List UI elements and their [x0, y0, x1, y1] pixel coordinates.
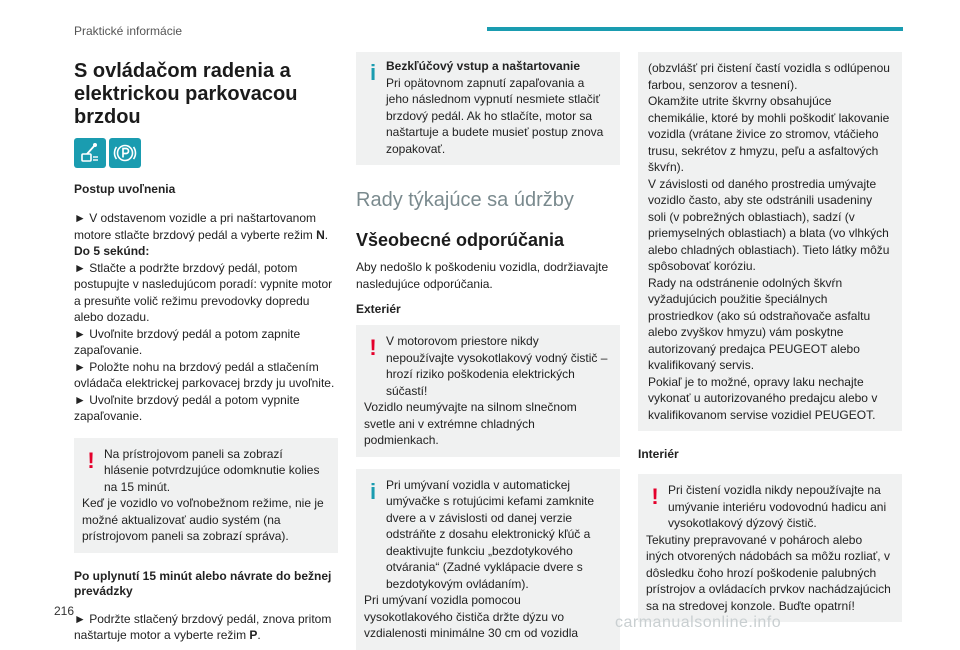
warning-exclamation-icon: ! [369, 335, 377, 360]
section-heading: S ovládačom radenia a elektrickou parkovacou brzdou [74, 60, 298, 128]
exterior-title: Exteriér [356, 302, 401, 316]
step-1: ► V odstavenom vozidle a pri naštartovanom motore stlačte brzdový pedál a vyberte režim N. [74, 211, 329, 242]
warning-box-3: ! Pri čistení vozidla nikdy nepoužívajte na umývanie interiéru vodovodnú hadicu ani vysokotlakový dýzový čistič. Tekutiny prepravované v pohároch alebo iných otvorených nádobách sa môžu rozliať, v dôsledku čoho hrozí poškodenie palubných prístrojov a ovládacích prvkov nachádzajúcich sa na stredovej konzole. Buďte opatrní! [638, 474, 902, 622]
warning-box-2: ! V motorovom priestore nikdy nepoužívajte vysokotlakový vodný čistič – hrozí riziko poškodenia elektrických súčastí! Vozidlo neumývajte na silnom slnečnom svetle ani v extrémne chladných podmienkach. [356, 325, 620, 457]
column-3 [638, 52, 902, 622]
interior-title: Interiér [638, 447, 679, 461]
parking-brake-p-icon [109, 138, 141, 168]
page-number: 216 [54, 604, 75, 618]
general-text: Aby nedošlo k poškodeniu vozidla, dodržiavajte nasledujúce odporúčania. [356, 260, 609, 291]
warning-box-1: ! Na prístrojovom paneli sa zobrazí hlásenie potvrdzujúce odomknutie kolies na 15 minút. Keď je vozidlo vo voľnobežnom režime, nie je možné aktualizovať audio systém (na prístrojovom paneli sa zobrazí správa). [74, 438, 338, 553]
column-1 [74, 52, 338, 644]
header-accent-bar [487, 27, 903, 31]
info-box-wash: i Pri umývaní vozidla v automatickej umývačke s rotujúcimi kefami zamknite dvere a v závislosti od danej verzie odstráňte z dosahu elektronický kľúč a deaktivujte funkciu „bezdotykového otvárania“ (Zadné vyklápacie dvere s bezdotykovým ovládaním). Pri umývaní vozidla pomocou vysokotlakového čističa držte dýzu vo vzdialenosti minimálne 30 cm od vozidla [356, 469, 620, 650]
warning-exclamation-icon: ! [651, 484, 659, 509]
step-final: ► Podržte stlačený brzdový pedál, znova pritom naštartuje motor a vyberte režim P. [74, 611, 332, 642]
gear-selector-icon [74, 138, 106, 168]
step-2: ► Stlačte a podržte brzdový pedál, potom postupujte v nasledujúcom poradí: vypnite motor a presuňte volič režimu prevodovky dopredu alebo dozadu. [74, 260, 333, 324]
info-i-icon: i [369, 60, 377, 85]
warning-exclamation-icon: ! [87, 447, 95, 473]
mode-icons [74, 138, 338, 168]
step-3: ► Uvoľnite brzdový pedál a potom zapnite zapaľovanie. [74, 326, 301, 357]
info-box-continued: (obzvlášť pri čistení častí vozidla s odlúpenou farbou, senzorov a tesnení). Okamžite utrite škvrny obsahujúce chemikálie, ktoré by mohli poškodiť lakovanie vozidla (vrátane živice zo stromov, vtáčieho trusu, sekrétov z hmyzu, peľu a asfaltových škvŕn). V závislosti od daného prostredia umývajte vozidlo často, aby ste odstránili usadeniny soli (v pobrežných oblastiach), sadzí (v priemyselných oblastiach) a blata (vo vlhkých alebo chladných oblastiach). Tieto látky môžu spôsobovať koróziu. Rady na odstránenie odolných škvŕn vyžadujúcich použitie špeciálnych prostriedkov (ako sú odstraňovače asfaltu alebo zvyškov hmyzu) vám poskytne autorizovaný predajca PEUGEOT alebo kvalifikovaný servis. Pokiaľ je to možné, opravy laku nechajte vykonať u autorizovaného predajcu alebo v kvalifikovanom servise vozidiel PEUGEOT. [638, 52, 902, 431]
after-15-min-title: Po uplynutí 15 minút alebo návrate do bežnej prevádzky [74, 568, 332, 598]
step-4: ► Položte nohu na brzdový pedál a stlačením ovládača elektrickej parkovacej brzdy ju uvoľnite. [74, 359, 335, 390]
running-header: Praktické informácie [74, 24, 183, 38]
info-box-keyless: i Bezkľúčový vstup a naštartovanie Pri opätovnom zapnutí zapaľovania a jeho následnom vypnutí nesmiete stlačiť brzdový pedál. Ak ho stlačíte, motor sa naštartuje a budete musieť postup znova zopakovať. [356, 52, 620, 165]
step-within-5s: Do 5 sekúnd: [74, 244, 150, 258]
general-recommendations-title: Všeobecné odporúčania [356, 230, 565, 250]
watermark: carmanualsonline.info [615, 614, 782, 631]
info-i-icon: i [369, 478, 377, 504]
step-5: ► Uvoľnite brzdový pedál a potom vypnite zapaľovanie. [74, 392, 300, 423]
maintenance-section-title: Rady týkajúce sa údržby [356, 189, 574, 211]
column-2 [356, 52, 620, 650]
release-title: Postup uvoľnenia [74, 182, 176, 196]
